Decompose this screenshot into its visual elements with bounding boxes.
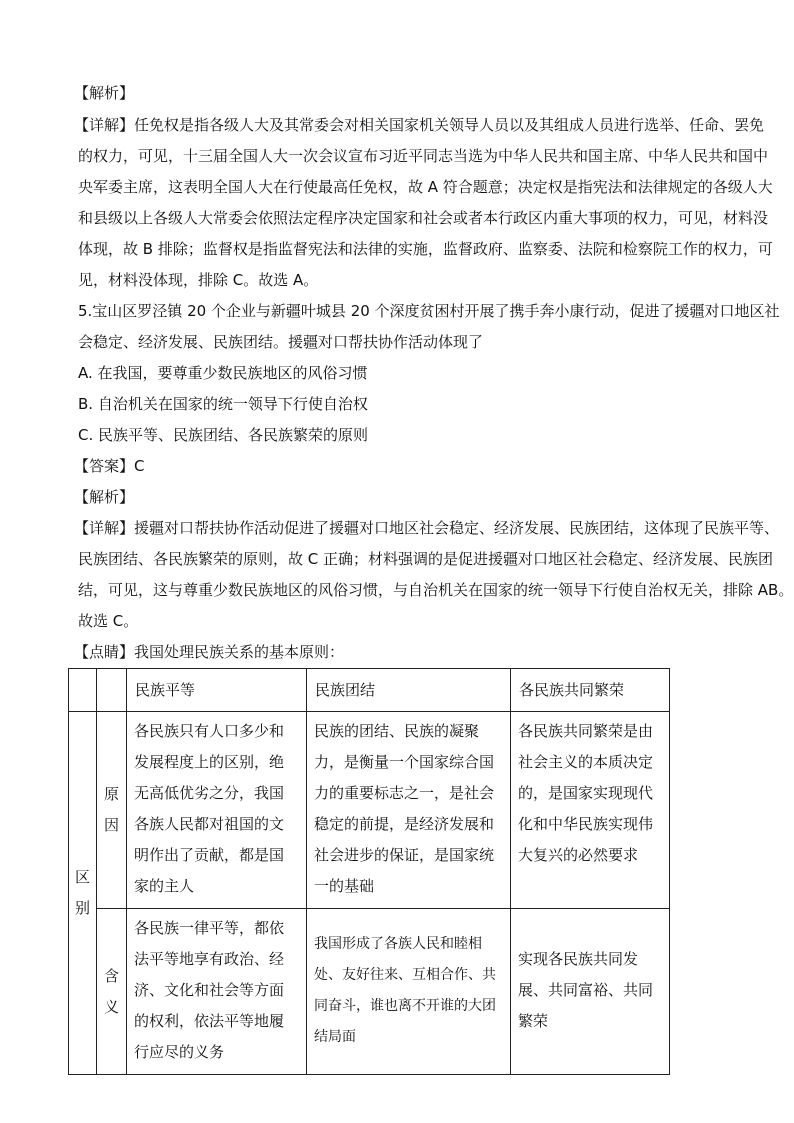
body-text-line: 【详解】援疆对口帮扶协作活动促进了援疆对口地区社会稳定、经济发展、民族团结，这体现了民族平等、: [74, 519, 780, 537]
body-text-line: 央军委主席，这表明全国人大在行使最高任免权，故 A 符合题意；决定权是指宪法和法律规定的各级人大: [78, 178, 773, 196]
cell-text: 实现各民族共同发展、共同富裕、共同繁荣: [518, 950, 654, 1030]
question-5-stem: 会稳定、经济发展、民族团结。援疆对口帮扶协作活动体现了: [78, 333, 484, 351]
cell-text: 民族的团结、民族的凝聚力，是衡量一个国家综合国力的重要标志之一，是社会稳定的前提，是经济发展和社会进步的保证，是国家统一的基础: [314, 722, 495, 895]
cell-text: 各民族只有人口多少和发展程度上的区别，绝无高低优劣之分，我国各族人民都对祖国的文明作出了贡献，都是国家的主人: [134, 722, 285, 895]
body-text-line: 和县级以上各级人大常委会依照法定程序决定国家和社会或者本行政区内重大事项的权力，可见，材料没: [78, 209, 769, 227]
table-row: [69, 712, 670, 909]
body-text-line: 见，材料没体现，排除 C。故选 A。: [78, 271, 319, 289]
table-cell: [307, 712, 511, 909]
question-5-stem: 5.宝山区罗泾镇 20 个企业与新疆叶城县 20 个深度贫困村开展了携手奔小康行动，促进了援疆对口地区社: [78, 302, 780, 320]
table-cell: [127, 909, 307, 1075]
row-label-reason: 原因: [103, 785, 119, 834]
table-corner-cell: [97, 669, 127, 712]
body-text-line: 结，可见，这与尊重少数民族地区的风俗习惯，与自治机关在国家的统一领导下行使自治权无关，排除 AB。: [78, 581, 794, 599]
table-cell: [307, 909, 511, 1075]
table-header-row: [69, 669, 670, 712]
group-label-cell: [69, 712, 97, 1075]
option-b: B. 自治机关在国家的统一领导下行使自治权: [78, 395, 368, 413]
header-equality: 民族平等: [127, 669, 307, 712]
body-text-line: 的权力，可见，十三届全国人大一次会议宣布习近平同志当选为中华人民共和国主席、中华人民共和国中: [78, 147, 769, 165]
header-unity: 民族团结: [307, 669, 511, 712]
table-corner-cell: [69, 669, 97, 712]
row-label-cell: [97, 712, 127, 909]
table-cell: [511, 712, 670, 909]
body-text-line: 民族团结、各民族繁荣的原则，故 C 正确；材料强调的是促进援疆对口地区社会稳定、经济发展、民族团: [78, 550, 774, 568]
answer-line: 【答案】C: [74, 457, 145, 475]
option-a: A. 在我国，要尊重少数民族地区的风俗习惯: [78, 364, 368, 382]
option-c: C. 民族平等、民族团结、各民族繁荣的原则: [78, 426, 369, 444]
analysis-heading: 【解析】: [74, 84, 135, 102]
row-label-cell: [97, 909, 127, 1075]
analysis-heading: 【解析】: [74, 488, 135, 506]
body-text-line: 【详解】任免权是指各级人大及其常委会对相关国家机关领导人员以及其组成人员进行选举、任命、罢免: [74, 116, 765, 134]
table-row: [69, 909, 670, 1075]
body-text-line: 体现，故 B 排除；监督权是指监督宪法和法律的实施，监督政府、监察委、法院和检察院工作的权力，可: [78, 240, 773, 258]
body-text-line: 故选 C。: [78, 612, 139, 630]
table-cell: [511, 909, 670, 1075]
principles-table: [68, 668, 670, 1075]
header-prosperity: 各民族共同繁荣: [511, 669, 670, 712]
key-point-line: 【点睛】我国处理民族关系的基本原则：: [74, 643, 345, 661]
cell-text: 各民族共同繁荣是由社会主义的本质决定的，是国家实现现代化和中华民族实现伟 大复兴的必然要求: [518, 722, 654, 864]
group-label: 区别: [74, 868, 90, 917]
row-label-meaning: 含义: [103, 966, 119, 1016]
cell-text: 我国形成了各族人民和睦相处、友好往来、互相合作、共同奋斗，谁也离不开谁的大团结局面: [314, 935, 496, 1045]
cell-text: 各民族一律平等，都依法平等地享有政治、经济、文化和社会等方面的权利，依法平等地履行应尽的义务: [134, 919, 285, 1061]
table-cell: [127, 712, 307, 909]
